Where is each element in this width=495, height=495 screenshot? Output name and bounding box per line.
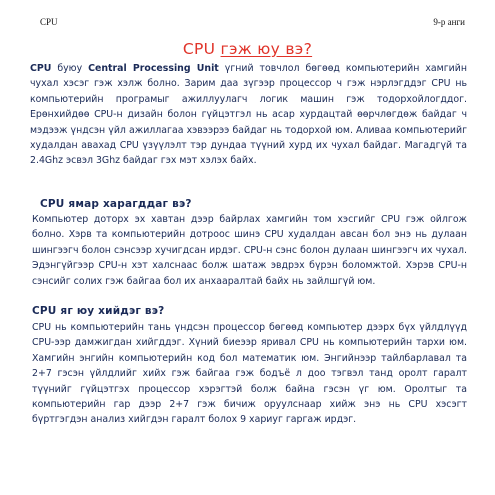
title-prefix: CPU bbox=[182, 40, 221, 58]
header-grade: 9-р анги bbox=[433, 17, 465, 27]
section-3-heading: CPU яг юу хийдэг вэ? bbox=[32, 305, 165, 317]
title-underlined: гэж юу вэ? bbox=[220, 40, 313, 58]
section-1-paragraph bbox=[30, 61, 467, 169]
section-3-paragraph: CPU нь компьютерийн тань үндсэн процессор бөгөөд компьютер дээрх бүх үйлдлүүд CPU-ээр дамжигдан хийгддэг. Хүний биеээр яривал CPU нь компьютерийн тархи юм. Хамгийн энгийн компьютерийн код бол математик юм. Энгийнээр тайлбарлавал та 2+7 гэсэн үйлдлийг хийх гэж байгаа гэж бодъё л доо тэгвэл танд оролт гаралт түүнийг гүйцэтгэх процессор хэрэгтэй болж байна гэсэн үг юм. Оролтыг та компьютерийн гар дээр 2+7 гэж бичиж оруулснаар хийж энэ нь CPU хэсэгт бүртгэгдэн анализ хийгдэн гаралт болох 9 хариуг гаргаж ирдэг. bbox=[32, 322, 467, 426]
page-header bbox=[40, 17, 465, 27]
header-subject: CPU bbox=[40, 17, 58, 27]
section-2-heading: CPU ямар харагддаг вэ? bbox=[40, 198, 192, 210]
page-title bbox=[0, 40, 495, 58]
section-1-text-2: үгний товчлол бөгөөд компьютерийн хамгийн чухал хэсэг гэж хэлж болно. Зарим даа зүгээр процессор ч гэж нэрлэгддэг CPU нь компьютерийн програмыг ажиллуулагч логик машин гэж тодорхойлогддог. Ерөнхийдөө CPU-н дизайн болон гүйцэтгэл нь асар хурдацтай өөрчлөгдөж байдаг ч мэдээж үндсэн үйл ажиллагаа хэвээрээ байдаг нь тодорхой юм. Аливаа компьютерийг худалдан авахад CPU үзүүлэлт тэр дундаа түүний хурд их чухал байдаг. Магадгүй та 2.4Ghz эсвэл 3Ghz байдаг гэх мэт хэлэх байх. bbox=[30, 63, 467, 167]
central-processing-unit-term: Central Processing Unit bbox=[88, 63, 219, 74]
section-1-text-1: буюу bbox=[51, 63, 89, 74]
cpu-term: CPU bbox=[30, 63, 52, 74]
section-2-paragraph: Компьютер доторх эх хавтан дээр байрлах хамгийн том хэсгийг CPU гэж ойлгож болно. Хэрв та компьютерийн дотроос шинэ CPU худалдан авсан бол энэ нь дулаан шингээгч болон сэнсээр хучигдсан ирдэг. CPU-н сэнс болон дулаан шингээгч их чухал. Эдэнгүйгээр CPU-н хэт халснаас болж шатаж эвдрэх бүрэн боломжтой. Хэрэв CPU-н сэнсийг солих гэж байгаа бол их анхааралтай байх нь зайлшгүй юм. bbox=[32, 214, 467, 287]
